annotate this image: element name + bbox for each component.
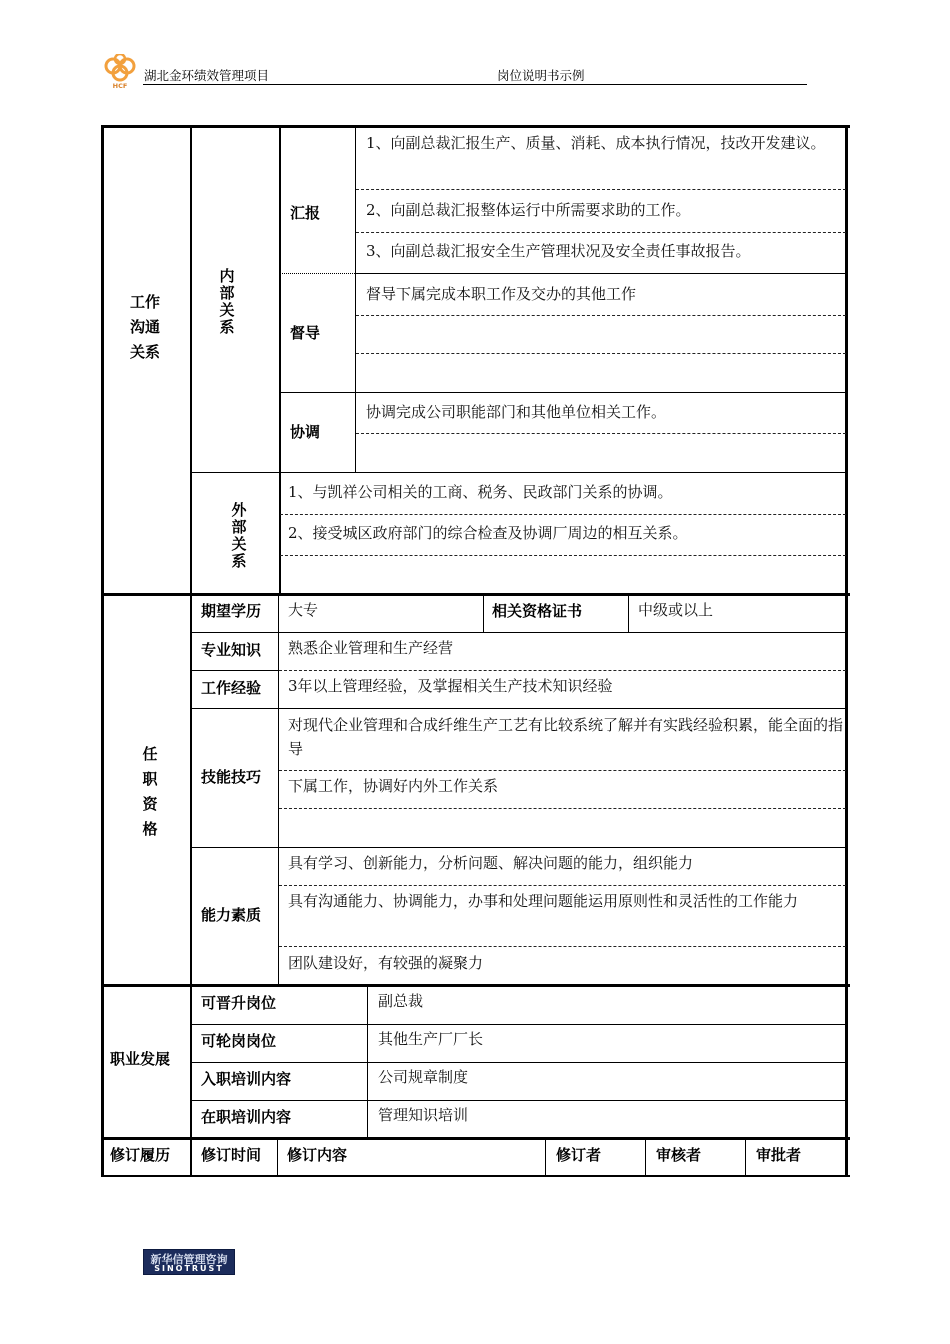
table-top-border bbox=[101, 125, 850, 128]
dashed-divider bbox=[280, 514, 846, 515]
dashed-divider bbox=[279, 670, 846, 671]
dashed-divider bbox=[356, 232, 846, 233]
logo-text: HCF bbox=[112, 82, 128, 90]
career-row-label: 可晋升岗位 bbox=[201, 994, 277, 1012]
education-value: 大专 bbox=[288, 601, 319, 619]
row-divider bbox=[356, 273, 846, 274]
career-row-value: 其他生产厂厂长 bbox=[378, 1030, 484, 1048]
col-divider bbox=[355, 125, 356, 473]
skills-label: 技能技巧 bbox=[201, 768, 262, 786]
dashed-divider bbox=[279, 885, 846, 886]
hcf-logo bbox=[101, 54, 139, 90]
section-label-revision: 修订履历 bbox=[110, 1146, 171, 1164]
sinotrust-logo bbox=[143, 1249, 235, 1275]
reviser-header: 修订者 bbox=[556, 1146, 602, 1164]
career-row-label: 可轮岗岗位 bbox=[201, 1032, 277, 1050]
col-divider bbox=[279, 125, 281, 595]
row-divider bbox=[190, 472, 848, 473]
external-item: 2、接受城区政府部门的综合检查及协调厂周边的相互关系。 bbox=[288, 524, 688, 542]
ability-item: 具有学习、创新能力，分析问题、解决问题的能力，组织能力 bbox=[288, 854, 694, 872]
section-divider bbox=[101, 1137, 850, 1140]
internal-relations-label: 内部关系 bbox=[219, 267, 235, 336]
footer-company-en: SINOTRUST bbox=[154, 1264, 224, 1273]
section-divider bbox=[101, 593, 850, 596]
col-divider bbox=[745, 1139, 746, 1176]
col-divider bbox=[628, 595, 629, 632]
dashed-divider bbox=[356, 433, 846, 434]
coordinate-item: 协调完成公司职能部门和其他单位相关工作。 bbox=[366, 403, 667, 421]
certificate-label: 相关资格证书 bbox=[492, 602, 583, 620]
dotted-divider bbox=[280, 273, 355, 274]
table-bottom-border bbox=[101, 1175, 850, 1177]
section-label-communication: 工作沟通关系 bbox=[129, 293, 160, 361]
row-divider bbox=[190, 708, 848, 709]
col-divider bbox=[483, 595, 484, 632]
certificate-value: 中级或以上 bbox=[638, 601, 714, 619]
skills-item: 对现代企业管理和合成纤维生产工艺有比较系统了解并有实践经验积累，能全面的指导 bbox=[288, 716, 844, 758]
table-left-border bbox=[101, 125, 104, 1177]
dashed-divider bbox=[279, 770, 846, 771]
col-divider bbox=[190, 125, 192, 1177]
row-divider bbox=[190, 670, 279, 671]
approver-header: 审批者 bbox=[756, 1146, 802, 1164]
education-label: 期望学历 bbox=[201, 602, 262, 620]
revision-time-header: 修订时间 bbox=[201, 1146, 262, 1164]
career-row-value: 公司规章制度 bbox=[378, 1068, 469, 1086]
report-item: 2、向副总裁汇报整体运行中所需要求助的工作。 bbox=[366, 201, 691, 219]
section-divider bbox=[101, 984, 850, 987]
career-row-label: 入职培训内容 bbox=[201, 1070, 292, 1088]
col-divider bbox=[277, 1139, 278, 1176]
table-right-border bbox=[845, 125, 848, 1177]
project-name: 湖北金环绩效管理项目 bbox=[144, 68, 270, 83]
report-item: 3、向副总裁汇报安全生产管理状况及安全责任事故报告。 bbox=[366, 242, 751, 260]
col-divider bbox=[645, 1139, 646, 1176]
ability-label: 能力素质 bbox=[201, 906, 262, 924]
col-divider bbox=[545, 1139, 546, 1176]
row-divider bbox=[190, 1024, 848, 1025]
experience-value: 3年以上管理经验，及掌握相关生产技术知识经验 bbox=[288, 677, 613, 695]
ability-item: 具有沟通能力、协调能力，办事和处理问题能运用原则性和灵活性的工作能力 bbox=[288, 892, 799, 910]
row-divider bbox=[190, 847, 848, 848]
supervise-item: 督导下属完成本职工作及交办的其他工作 bbox=[366, 285, 637, 303]
report-item: 1、向副总裁汇报生产、质量、消耗、成本执行情况，技改开发建议。 bbox=[366, 134, 826, 152]
footer-company-cn: 新华信管理咨询 bbox=[150, 1253, 228, 1266]
external-item: 1、与凯祥公司相关的工商、税务、民政部门关系的协调。 bbox=[288, 483, 673, 501]
knowledge-value: 熟悉企业管理和生产经营 bbox=[288, 639, 454, 657]
skills-item: 下属工作，协调好内外工作关系 bbox=[288, 777, 499, 795]
dashed-divider bbox=[356, 315, 846, 316]
knowledge-label: 专业知识 bbox=[201, 641, 262, 659]
row-divider bbox=[280, 392, 846, 393]
supervise-label: 督导 bbox=[290, 324, 321, 342]
dashed-divider bbox=[279, 808, 846, 809]
col-divider bbox=[278, 595, 279, 986]
coordinate-label: 协调 bbox=[290, 423, 321, 441]
report-label: 汇报 bbox=[290, 204, 321, 222]
row-divider bbox=[190, 1062, 848, 1063]
dashed-divider bbox=[280, 555, 846, 556]
header-rule bbox=[143, 84, 807, 85]
document-title: 岗位说明书示例 bbox=[497, 68, 585, 83]
dashed-divider bbox=[356, 353, 846, 354]
dashed-divider bbox=[356, 189, 846, 190]
experience-label: 工作经验 bbox=[201, 679, 262, 697]
row-divider bbox=[190, 1100, 848, 1101]
checker-header: 审核者 bbox=[656, 1146, 702, 1164]
external-relations-label: 外部关系 bbox=[231, 501, 247, 570]
section-label-qualification: 任职资格 bbox=[142, 745, 158, 838]
career-row-label: 在职培训内容 bbox=[201, 1108, 292, 1126]
section-label-career: 职业发展 bbox=[110, 1050, 171, 1068]
row-divider bbox=[190, 632, 848, 633]
career-row-value: 管理知识培训 bbox=[378, 1106, 469, 1124]
career-row-value: 副总裁 bbox=[378, 992, 424, 1010]
ability-item: 团队建设好，有较强的凝聚力 bbox=[288, 954, 484, 972]
revision-content-header: 修订内容 bbox=[287, 1146, 348, 1164]
dashed-divider bbox=[279, 946, 846, 947]
